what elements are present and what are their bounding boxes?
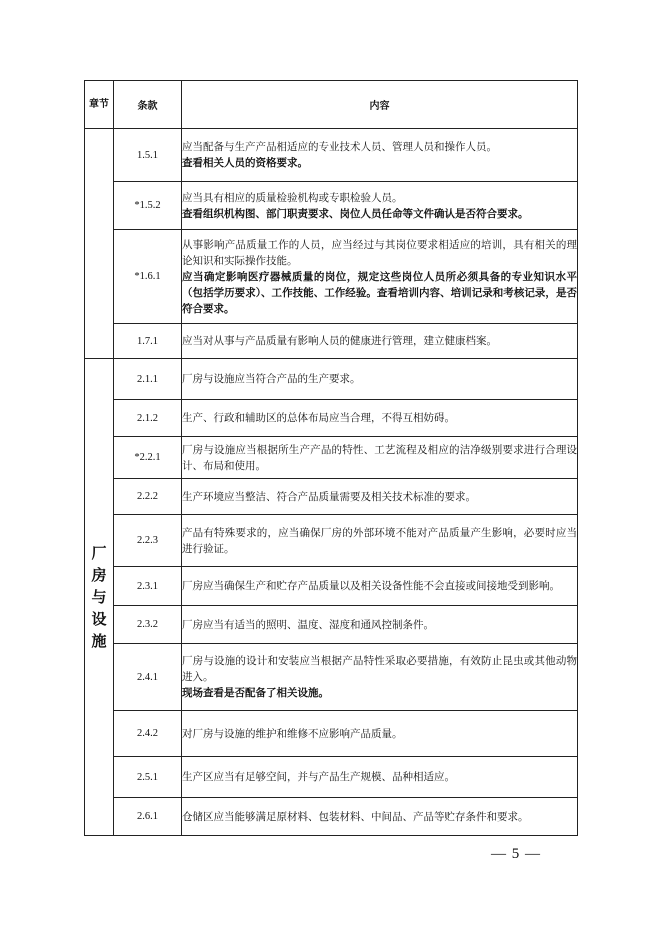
header-content: 内容 [182,81,578,129]
clause-number: 1.7.1 [114,324,182,359]
clause-check: 查看相关人员的资格要求。 [182,157,308,169]
clause-text: 厂房与设施应当符合产品的生产要求。 [182,373,361,385]
table-row [85,711,578,757]
table-row [85,230,578,324]
clause-number: 2.3.1 [114,567,182,606]
section-char: 设 [91,610,107,628]
clause-content [182,567,578,606]
clause-text: 生产区应当有足够空间，并与产品生产规模、品种相适应。 [182,771,455,783]
clause-number: 1.5.1 [114,129,182,182]
clause-content [182,400,578,437]
clause-text: 产品有特殊要求的，应当确保厂房的外部环境不能对产品质量产生影响，必要时应当进行验证。 [182,526,577,555]
clause-text: 从事影响产品质量工作的人员，应当经过与其岗位要求相适应的培训，具有相关的理论知识和实际操作技能。 [182,238,577,267]
clause-check: 现场查看是否配备了相关设施。 [182,687,329,699]
table-row [85,798,578,836]
clause-content [182,711,578,757]
table-row [85,567,578,606]
clause-content [182,324,578,359]
clause-content [182,359,578,400]
table-row [85,644,578,711]
clause-number: *1.5.2 [114,182,182,230]
clause-text: 厂房与设施应当根据所生产产品的特性、工艺流程及相应的洁净级别要求进行合理设计、布局和使用。 [182,443,577,472]
clause-number: 2.2.3 [114,515,182,567]
clause-content [182,798,578,836]
clause-number: 2.5.1 [114,757,182,798]
clause-content [182,230,578,324]
table-row [85,479,578,515]
clause-content [182,129,578,182]
clause-text: 生产环境应当整洁、符合产品质量需要及相关技术标准的要求。 [182,490,476,503]
clause-content [182,182,578,230]
clause-content [182,479,578,515]
clause-number: *2.2.1 [114,437,182,479]
clause-number: 2.1.2 [114,400,182,437]
section-char: 施 [91,632,107,650]
clause-text: 应当对从事与产品质量有影响人员的健康进行管理，建立健康档案。 [182,335,497,347]
table-row [85,400,578,437]
clause-text: 对厂房与设施的维护和维修不应影响产品质量。 [182,727,403,740]
clause-check: 应当确定影响医疗器械质量的岗位，规定这些岗位人员所必须具备的专业知识水平（包括学历要求）、工作技能、工作经验。查看培训内容、培训记录和考核记录，是否符合要求。 [182,270,577,315]
section-char: 厂 [91,544,107,562]
table-row [85,359,578,400]
table-row [85,324,578,359]
section-char: 房 [91,566,107,584]
section-cell-personnel [85,129,114,359]
clause-content [182,437,578,479]
table-header-row [85,81,578,129]
section-title-facilities [85,359,114,836]
table-row [85,757,578,798]
clause-text: 仓储区应当能够满足原材料、包装材料、中间品、产品等贮存条件和要求。 [182,810,529,823]
clause-text: 厂房应当有适当的照明、温度、湿度和通风控制条件。 [182,618,434,631]
clause-number: 2.6.1 [114,798,182,836]
clause-check: 查看组织机构图、部门职责要求、岗位人员任命等文件确认是否符合要求。 [182,207,529,220]
clause-number: 2.4.2 [114,711,182,757]
section-char: 与 [91,588,107,606]
table-row [85,437,578,479]
clause-text: 厂房与设施的设计和安装应当根据产品特性采取必要措施，有效防止昆虫或其他动物进入。 [182,655,577,683]
header-chapter: 章节 [85,81,114,129]
table-row [85,606,578,644]
clause-text: 厂房应当确保生产和贮存产品质量以及相关设备性能不会直接或间接地受到影响。 [182,580,560,592]
clause-number: 2.4.1 [114,644,182,711]
page-number: — 5 — [491,846,541,862]
clause-number: 2.1.1 [114,359,182,400]
clause-number: 2.2.2 [114,479,182,515]
clause-number: 2.3.2 [114,606,182,644]
requirements-table [84,80,578,836]
header-clause: 条款 [114,81,182,129]
table-row [85,515,578,567]
table-row [85,182,578,230]
clause-text: 应当配备与生产产品相适应的专业技术人员、管理人员和操作人员。 [182,141,497,153]
table-row [85,129,578,182]
clause-content [182,515,578,567]
clause-content [182,644,578,711]
clause-content [182,606,578,644]
clause-number: *1.6.1 [114,230,182,324]
clause-content [182,757,578,798]
clause-text: 生产、行政和辅助区的总体布局应当合理，不得互相妨碍。 [182,412,455,424]
clause-text: 应当具有相应的质量检验机构或专职检验人员。 [182,191,403,204]
